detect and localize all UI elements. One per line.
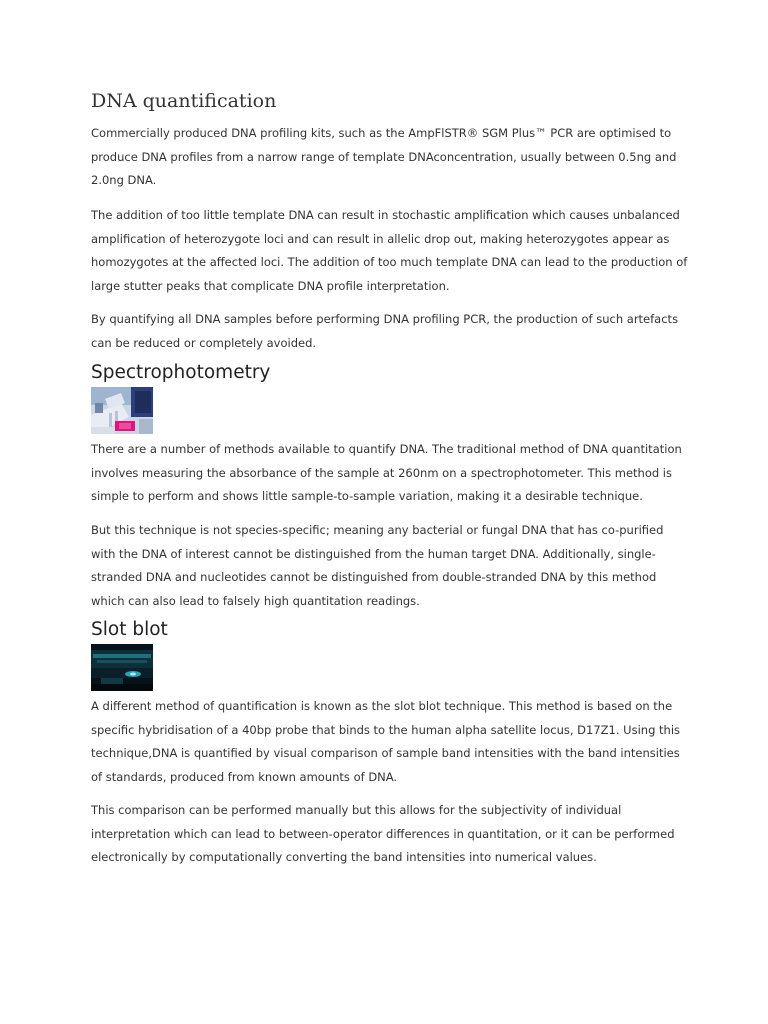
text-line: can be reduced or completely avoided. — [91, 335, 317, 350]
text-line: This comparison can be performed manually but this allows for the subjectivity of individual — [91, 803, 622, 817]
section-heading-spectrophotometry: Spectrophotometry — [91, 362, 271, 383]
text-line: 2.0ng DNA. — [91, 173, 157, 187]
text-line: homozygotes at the affected loci. The addition of too much template DNA can lead to the production of — [91, 255, 688, 269]
text-line: involves measuring the absorbance of the sample at 260nm on a spectrophotometer. This method is — [91, 465, 672, 480]
text-line: large stutter peaks that complicate DNA profile interpretation. — [91, 278, 450, 293]
intro-paragraph-3 — [91, 308, 683, 355]
slot-blot-paragraph-2 — [91, 799, 683, 870]
text-line: of standards, produced from known amounts of DNA. — [91, 769, 398, 784]
slot-blot-paragraph-1 — [91, 695, 683, 789]
intro-paragraph-2 — [91, 204, 688, 298]
slot-blot-photo — [91, 644, 153, 691]
spectrophotometry-paragraph-2 — [91, 519, 683, 613]
page-title: DNA quantification — [91, 90, 277, 112]
text-line: interpretation which can lead to between-operator differences in quantitation, or it can be performed — [91, 826, 675, 841]
text-line: The addition of too little template DNA can result in stochastic amplification which causes unbalanced — [91, 208, 680, 222]
text-line: produce DNA profiles from a narrow range of template DNAconcentration, usually between 0.5ng and — [91, 149, 677, 164]
text-line: stranded DNA and nucleotides cannot be distinguished from double-stranded DNA by this method — [91, 570, 657, 584]
text-line: amplification of heterozygote loci and can result in allelic drop out, making heterozygotes appear as — [91, 231, 670, 246]
text-line: technique,DNA is quantified by visual comparison of sample band intensities with the band intensities — [91, 746, 680, 760]
spectrophotometry-paragraph-1 — [91, 438, 683, 509]
text-line: By quantifying all DNA samples before performing DNA profiling PCR, the production of such artefacts — [91, 312, 679, 326]
text-line: But this technique is not species-specific; meaning any bacterial or fungal DNA that has co-purified — [91, 523, 664, 537]
text-line: with the DNA of interest cannot be distinguished from the human target DNA. Additionally, single- — [91, 546, 656, 561]
section-heading-slot-blot: Slot blot — [91, 619, 168, 640]
text-line: which can also lead to falsely high quantitation readings. — [91, 593, 420, 608]
text-line: specific hybridisation of a 40bp probe that binds to the human alpha satellite locus, D17Z1. Using this — [91, 722, 681, 737]
spectrophotometry-photo — [91, 387, 153, 434]
text-line: simple to perform and shows little sample-to-sample variation, making it a desirable technique. — [91, 489, 643, 503]
text-line: There are a number of methods available to quantify DNA. The traditional method of DNA quantitation — [91, 442, 682, 456]
intro-paragraph-1 — [91, 122, 683, 193]
text-line: Commercially produced DNA profiling kits, such as the AmpFlSTR® SGM Plus™ PCR are optimised to — [91, 126, 672, 140]
text-line: electronically by computationally converting the band intensities into numerical values. — [91, 850, 597, 864]
text-line: A different method of quantification is known as the slot blot technique. This method is based on the — [91, 699, 673, 713]
